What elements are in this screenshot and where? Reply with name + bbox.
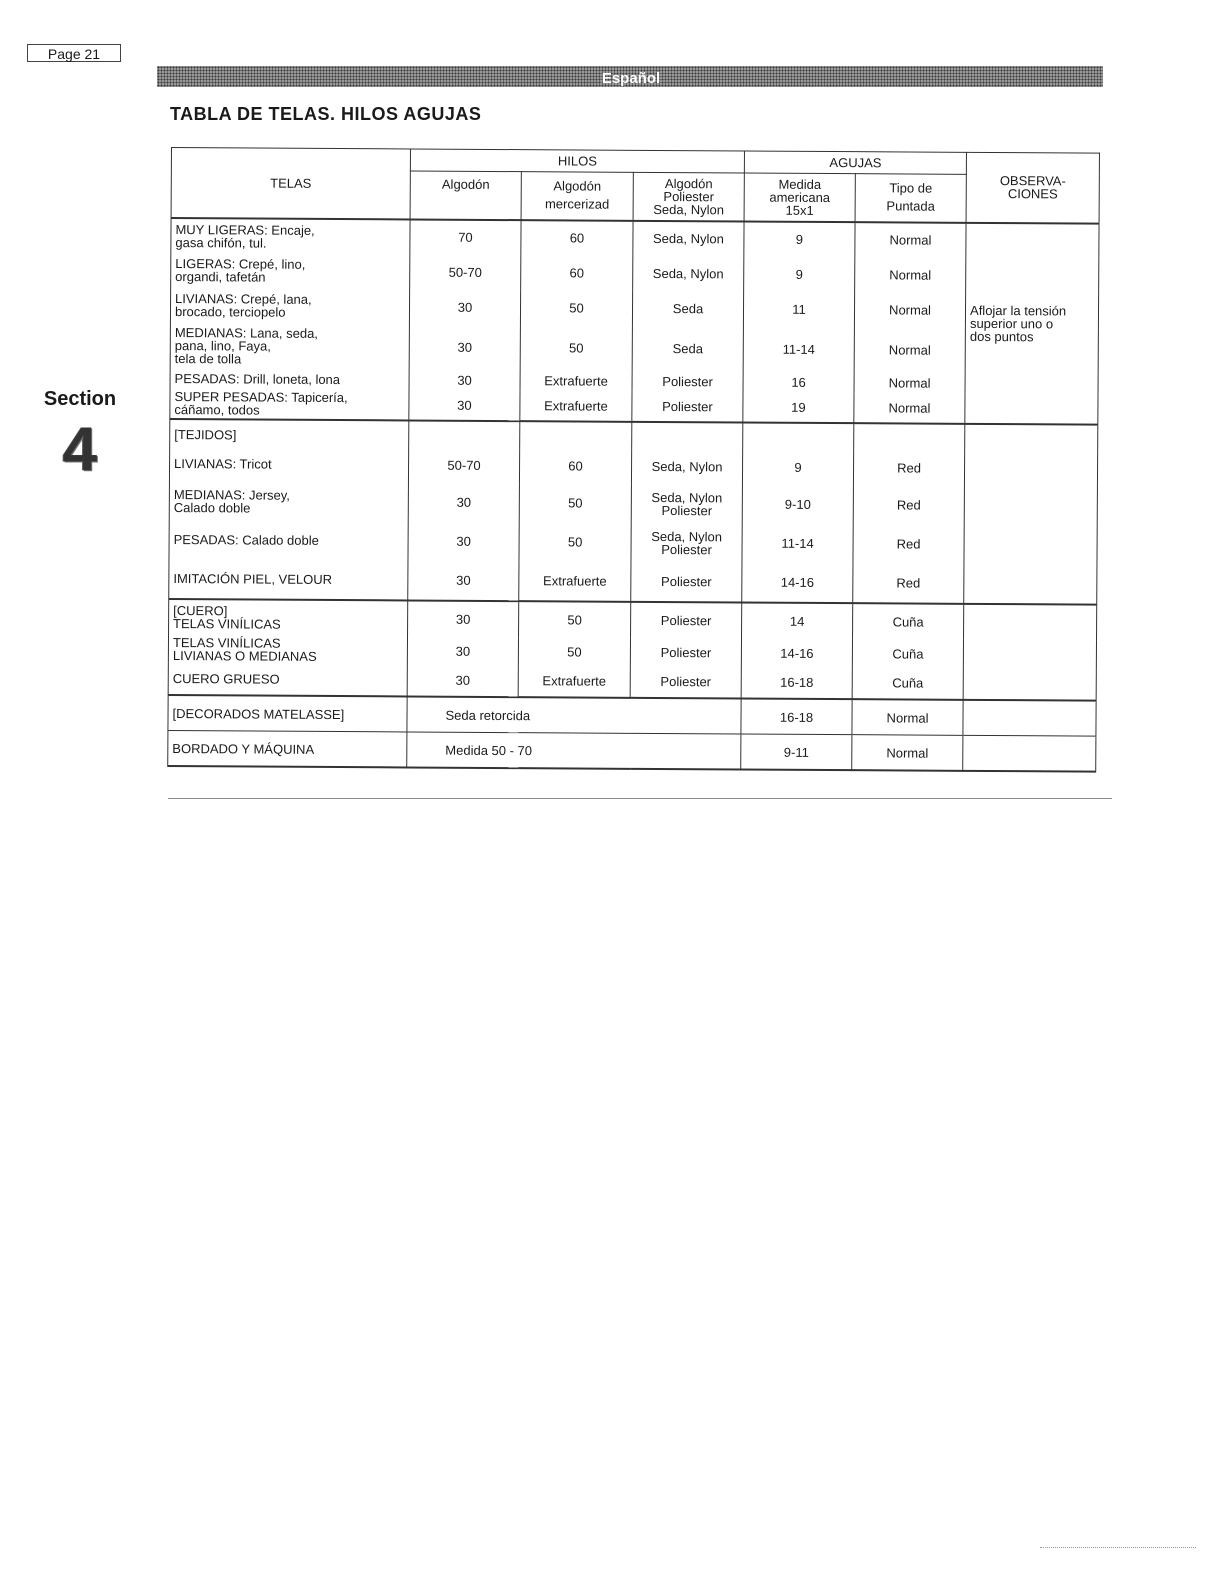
table-row [169,599,1097,640]
table-row [170,323,1098,375]
cell-algodon-poliester: Seda, Nylon [633,220,744,256]
cell-algodon-poliester: Poliester [631,562,742,602]
cell-medida-americana: 9-11 [741,734,852,770]
cell-medida-americana: 9 [742,449,853,485]
cell-medida-americana: 14-16 [742,563,853,603]
table-row [169,559,1097,604]
cell-algodon: 30 [409,289,520,325]
group-general-fabrics [170,218,1099,425]
cell-medida-americana: 9 [744,256,855,291]
cell-hilos-merged: Medida 50 - 70 [407,732,741,770]
cell-algodon-poliester: Poliester [631,602,742,638]
empty-cell [854,423,965,451]
cell-tela: PESADAS: Calado doble [169,520,408,561]
cell-algodon-mercerizad: 50 [520,289,632,325]
cell-algodon-poliester: Seda [632,326,743,373]
cell-tela: LIGERAS: Crepé, lino, organdi, tafetán [171,253,410,289]
cell-algodon-mercerizad: Extrafuerte [518,666,630,698]
cell-algodon: 30 [409,324,520,371]
cell-tipo-puntada: Normal [854,292,965,328]
group-heading: [TEJIDOS] [170,419,409,448]
cell-medida-americana: 11 [743,291,854,327]
cell-tipo-puntada: Cuña [852,668,963,700]
table-row [169,520,1097,565]
group-tejidos [169,419,1098,605]
header-telas: TELAS [171,148,410,219]
cell-tela: SUPER PESADAS: Tapicería, cáñamo, todos [170,388,409,420]
cell-algodon-mercerizad: 60 [521,220,633,256]
cell-algodon-poliester: Poliester [632,372,743,392]
page-number-tag: Page 21 [27,44,121,62]
cell-tipo-puntada: Cuña [853,603,964,639]
cell-tela: LIVIANAS: Crepé, lana, brocado, terciopelo [170,287,409,324]
table-row [170,287,1098,328]
cell-algodon-poliester: Seda, Nylon [631,449,742,485]
empty-cell [632,422,743,450]
group-cuero [168,599,1097,701]
section-number: 4 [62,415,98,484]
header-tipo-puntada: Tipo de Puntada [855,174,966,223]
cell-algodon-poliester: Poliester [630,637,741,667]
cell-tipo-puntada: Normal [854,327,965,374]
fabric-thread-needle-table [167,147,1100,773]
cell-tela: TELAS VINÍLICAS LIVIANAS O MEDIANAS [168,635,407,666]
page-title: TABLA DE TELAS. HILOS AGUJAS [170,104,482,124]
empty-cell [743,422,854,450]
table-row [169,481,1097,525]
cell-algodon: 30 [408,561,519,601]
cell-algodon-mercerizad: Extrafuerte [520,371,632,391]
cell-algodon-mercerizad: Extrafuerte [520,391,632,422]
cell-algodon: 30 [408,521,519,561]
cell-tipo-puntada: Normal [852,735,963,771]
cell-tipo-puntada: Normal [854,393,965,424]
cell-algodon-mercerizad: 60 [519,448,631,484]
cell-tela: [CUERO] TELAS VINÍLICAS [169,599,408,636]
corner-mark [1040,1547,1196,1548]
empty-cell [409,420,520,448]
empty-cell [520,421,632,449]
cell-algodon: 30 [407,636,518,666]
cell-algodon: 30 [408,483,519,522]
section-label: Section [43,388,117,410]
cell-tipo-puntada: Normal [855,222,966,258]
table-row [169,446,1097,487]
cell-algodon-poliester: Seda, Nylon Poliester [631,484,742,523]
cell-tela: IMITACIÓN PIEL, VELOUR [169,559,408,600]
cell-medida-americana: 16-18 [741,699,852,735]
header-hilos: HILOS [410,149,744,173]
cell-algodon: 70 [410,219,521,255]
cell-algodon: 50-70 [410,254,521,289]
cell-observaciones [963,604,1097,701]
cell-algodon-mercerizad: 50 [520,325,632,372]
cell-observaciones [963,735,1096,771]
header-algodon: Algodón [410,171,521,220]
cell-tipo-puntada: Red [853,564,964,604]
cell-algodon-poliester: Seda, Nylon Poliester [631,523,742,563]
cell-tipo-puntada: Red [853,450,964,486]
cell-tela: CUERO GRUESO [168,664,407,697]
table-row [171,218,1099,259]
cell-tela: BORDADO Y MÁQUINA [168,731,407,768]
cell-medida-americana: 11-14 [742,523,853,563]
cell-algodon-mercerizad: 60 [521,255,633,290]
cell-algodon: 30 [409,370,520,390]
cell-algodon: 30 [407,665,518,697]
bottom-rule [168,798,1112,799]
cell-algodon-mercerizad: 50 [518,637,630,667]
table-row [168,695,1096,736]
cell-tela: MUY LIGERAS: Encaje, gasa chifón, tul. [171,218,410,255]
cell-tipo-puntada: Normal [852,699,963,735]
cell-observaciones [964,424,1098,605]
cell-medida-americana: 14 [742,603,853,639]
cell-tela: PESADAS: Drill, loneta, lona [170,369,409,390]
cell-medida-americana: 16 [743,372,854,392]
cell-medida-americana: 11-14 [743,326,854,373]
group-special-rows [168,695,1096,772]
cell-algodon-poliester: Poliester [632,391,743,422]
header-medida-americana: Medida americana 15x1 [744,173,855,222]
cell-observaciones [963,700,1096,736]
cell-tipo-puntada: Red [853,485,964,524]
header-algodon-mercerizad: Algodón mercerizad [521,172,633,221]
cell-tela: MEDIANAS: Lana, seda, pana, lino, Faya, tela de tolla [170,323,409,370]
cell-algodon: 50-70 [408,447,519,483]
cell-tela: MEDIANAS: Jersey, Calado doble [169,481,408,521]
cell-algodon: 30 [408,601,519,637]
cell-medida-americana: 9 [744,221,855,257]
header-agujas: AGUJAS [744,151,966,174]
cell-algodon-mercerizad: Extrafuerte [519,562,631,602]
cell-algodon-poliester: Poliester [630,667,741,699]
cell-algodon-mercerizad: 50 [519,483,631,522]
cell-tipo-puntada: Normal [855,257,966,292]
cell-medida-americana: 9-10 [742,485,853,524]
header-observaciones: OBSERVA- CIONES [966,152,1099,223]
cell-algodon: 30 [409,390,520,421]
cell-tipo-puntada: Red [853,524,964,564]
cell-algodon-mercerizad: 50 [519,522,631,562]
cell-medida-americana: 14-16 [741,638,852,668]
table-row [168,731,1096,772]
cell-medida-americana: 19 [743,392,854,423]
language-banner-label: Español [601,70,661,87]
cell-hilos-merged: Seda retorcida [407,697,741,735]
cell-medida-americana: 16-18 [741,667,852,699]
header-algodon-poliester: Algodón Poliester Seda, Nylon [633,172,744,221]
cell-algodon-poliester: Seda, Nylon [633,256,744,291]
cell-observaciones: Aflojar la tensión superior uno o dos puntos [965,222,1099,424]
cell-tipo-puntada: Cuña [852,639,963,669]
cell-tela: [DECORADOS MATELASSE] [168,695,407,732]
cell-tela: LIVIANAS: Tricot [169,446,408,483]
cell-algodon-mercerizad: 50 [519,601,631,637]
cell-algodon-poliester: Seda [632,290,743,326]
table-row [171,253,1099,293]
cell-tipo-puntada: Normal [854,373,965,393]
